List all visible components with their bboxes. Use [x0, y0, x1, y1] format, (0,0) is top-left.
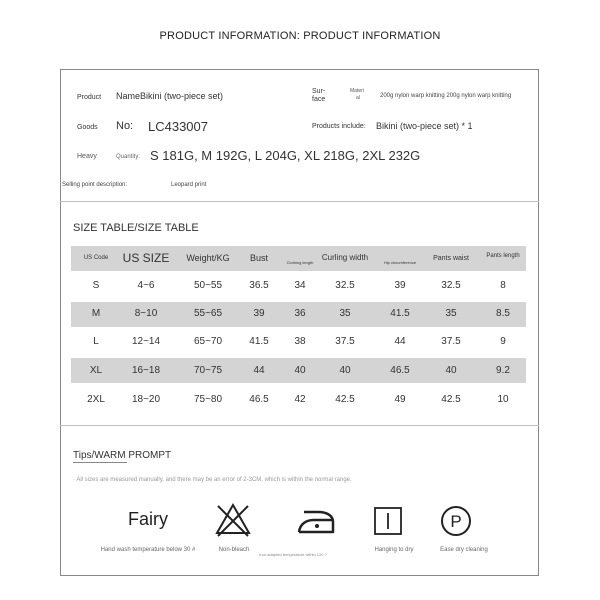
size-table-cell: 50~55 — [193, 280, 223, 291]
size-table-cell: 8~10 — [134, 308, 158, 319]
tips-underline — [73, 462, 127, 463]
product-label: Product — [77, 94, 102, 101]
hang-dry-icon — [373, 506, 403, 536]
size-table-cell: S — [92, 280, 100, 291]
size-table-title: SIZE TABLE/SIZE TABLE — [73, 222, 199, 234]
hand-wash-icon: Fairy — [128, 509, 168, 529]
size-table-cell: 39 — [253, 308, 265, 319]
size-table-cell: 12~14 — [131, 336, 161, 347]
size-table-cell: 35 — [339, 308, 351, 319]
goods-label: Goods — [77, 124, 98, 131]
tips-title: Tips/WARM PROMPT — [73, 450, 172, 461]
no-bleach-caption: Non-bleach — [218, 547, 250, 553]
size-table-cell: 8 — [500, 280, 506, 291]
size-table-cell: 34 — [294, 280, 306, 291]
size-table-cell: 2XL — [87, 394, 105, 405]
dry-clean-icon — [439, 504, 473, 538]
material-value: 200g nylon warp knitting 200g nylon warp knitting — [380, 93, 512, 99]
size-table-cell: 41.5 — [390, 308, 410, 319]
page-title: PRODUCT INFORMATION: PRODUCT INFORMATION — [159, 30, 441, 42]
size-table-header-cell: Pants length — [486, 253, 520, 259]
iron-icon — [296, 506, 336, 536]
size-table-cell: 40 — [445, 365, 457, 376]
size-table-cell: 36 — [294, 308, 306, 319]
divider-bottom — [60, 425, 539, 426]
size-table-cell: 16~18 — [131, 365, 161, 376]
size-table-cell: 18~20 — [131, 394, 161, 405]
size-table-header-cell: Curling width — [321, 253, 369, 262]
size-table-header-cell: Clothing length — [286, 260, 314, 265]
size-table-cell: 9.2 — [496, 365, 510, 376]
surface-label-2: face — [312, 96, 326, 103]
size-table-cell: 8.5 — [496, 308, 510, 319]
size-table-cell: 10 — [497, 394, 509, 405]
weights-value: S 181G, M 192G, L 204G, XL 218G, 2XL 232G — [150, 148, 421, 163]
includes-value: Bikini (two-piece set) * 1 — [376, 121, 473, 131]
size-table-header-cell: Hip circumference — [383, 260, 417, 265]
size-table-cell: 65~70 — [193, 336, 223, 347]
size-table-cell: 42.5 — [441, 394, 461, 405]
size-table-cell: 39 — [394, 280, 406, 291]
size-table-cell: 9 — [500, 336, 506, 347]
size-table-cell: 41.5 — [249, 336, 269, 347]
size-table-cell: 42.5 — [335, 394, 355, 405]
size-table-cell: 75~80 — [193, 394, 223, 405]
hand-wash-caption: Hand wash temperature below 30 # — [100, 547, 196, 553]
size-table-header-cell: Weight/KG — [186, 253, 230, 263]
iron-caption: Iron adapted temperature within 120 ? — [259, 552, 327, 557]
material-label-2: al — [356, 95, 360, 101]
surface-label-1: Sur- — [312, 88, 326, 95]
size-table-cell: 55~65 — [193, 308, 223, 319]
size-table-cell: L — [93, 336, 99, 347]
size-table-cell: 37.5 — [441, 336, 461, 347]
size-table-cell: M — [91, 308, 101, 319]
size-table-header-cell: US Code — [83, 255, 109, 261]
size-table-cell: 44 — [394, 336, 406, 347]
no-label: No: — [116, 120, 134, 132]
size-table-header-cell: Pants waist — [433, 255, 469, 262]
size-table-cell: 32.5 — [335, 280, 355, 291]
size-table-header-cell: Bust — [249, 253, 269, 263]
size-table-header-cell: US SIZE — [122, 251, 170, 265]
size-table-cell: 32.5 — [441, 280, 461, 291]
size-table-cell: XL — [89, 365, 103, 376]
hang-dry-caption: Hanging to dry — [374, 547, 414, 553]
tips-note: · All sizes are measured manually, and there may be an error of 2-3CM, which is within the normal range. — [73, 477, 352, 483]
selling-value: Leopard print — [171, 182, 207, 188]
size-table-cell: 38 — [294, 336, 306, 347]
size-table-cell: 70~75 — [193, 365, 223, 376]
size-table-cell: 49 — [394, 394, 406, 405]
no-value: LC433007 — [148, 119, 208, 134]
size-table-cell: 42 — [294, 394, 306, 405]
divider-top — [60, 201, 539, 202]
size-table-cell: 40 — [294, 365, 306, 376]
no-bleach-icon — [214, 502, 252, 538]
size-table-cell: 44 — [253, 365, 265, 376]
heavy-label: Heavy — [77, 153, 97, 160]
size-table-cell: 37.5 — [335, 336, 355, 347]
size-table-cell: 4~6 — [137, 280, 155, 291]
quantity-label: Quantity: — [116, 154, 141, 160]
selling-label: Selling point description: — [62, 182, 128, 188]
svg-text:P: P — [450, 512, 462, 531]
size-table-cell: 46.5 — [249, 394, 269, 405]
size-table-cell: 36.5 — [249, 280, 269, 291]
material-label-1: Materi — [350, 88, 364, 94]
size-table-cell: 40 — [339, 365, 351, 376]
size-table-cell: 46.5 — [390, 365, 410, 376]
includes-label: Products include: — [312, 123, 366, 130]
product-value: NameBikini (two-piece set) — [116, 91, 224, 101]
dry-clean-caption: Ease dry cleaning — [440, 547, 488, 553]
size-table-cell: 35 — [445, 308, 457, 319]
